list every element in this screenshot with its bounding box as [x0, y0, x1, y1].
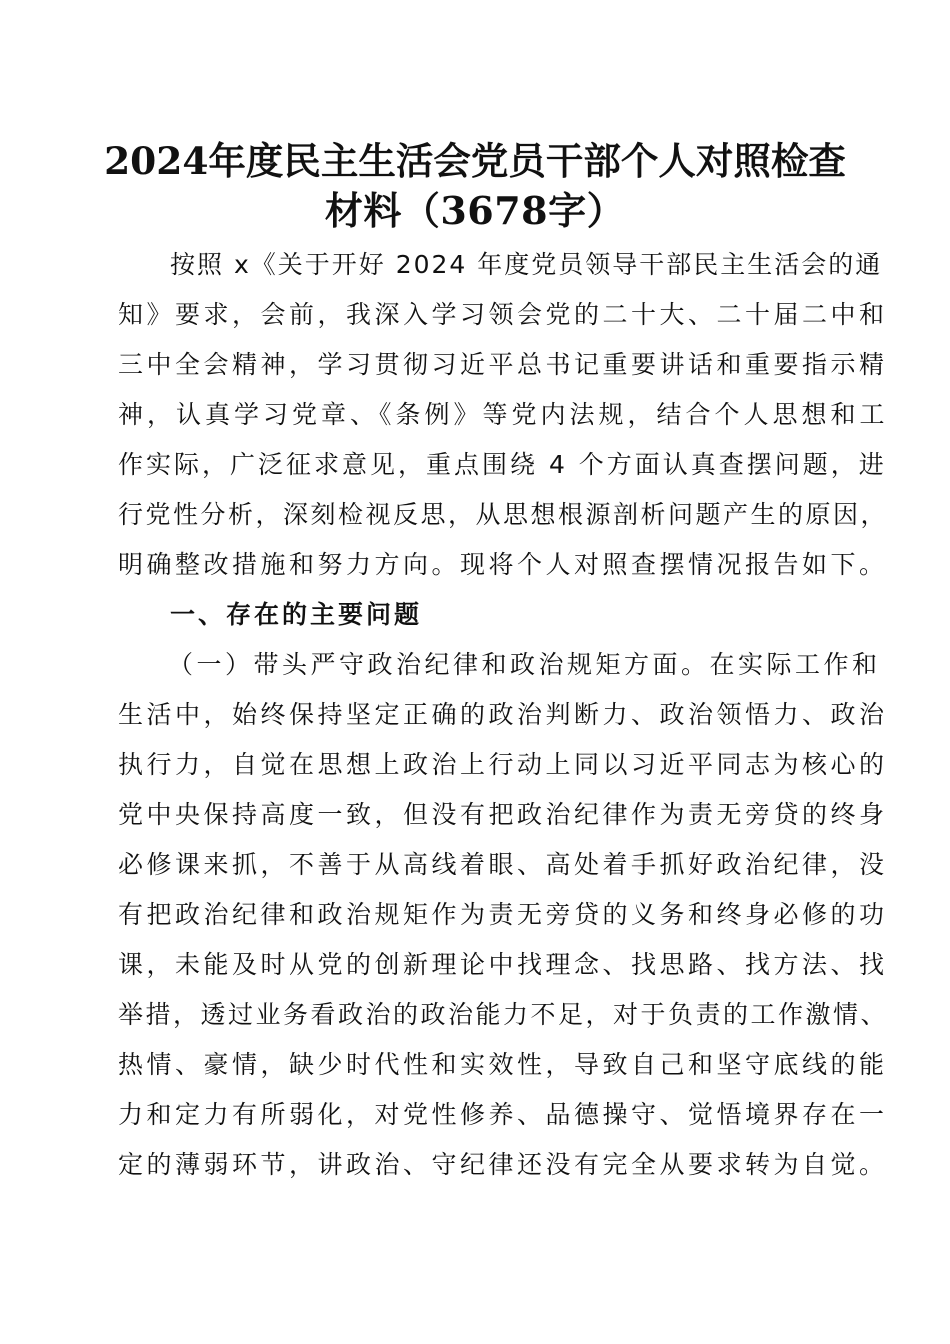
document-title-line-2: 材料（3678字） [324, 188, 626, 233]
paragraph-line: 热情、豪情，缺少时代性和实效性，导致自己和坚守底线的能 [118, 1050, 888, 1079]
paragraph-line: （一）带头严守政治纪律和政治规矩方面。在实际工作和 [168, 650, 881, 679]
intro-line: 按照 x《关于开好 2024 年度党员领导干部民主生活会的通 [170, 250, 883, 279]
paragraph-line: 执行力，自觉在思想上政治上行动上同以习近平同志为核心的 [118, 750, 888, 779]
paragraph-line: 举措，透过业务看政治的政治能力不足，对于负责的工作激情、 [118, 1000, 889, 1029]
intro-line: 三中全会精神，学习贯彻习近平总书记重要讲话和重要指示精 [118, 350, 888, 379]
document-title-line-1: 2024年度民主生活会党员干部个人对照检查 [104, 139, 846, 183]
intro-line: 作实际，广泛征求意见，重点围绕 4 个方面认真查摆问题，进 [118, 450, 887, 479]
paragraph-line: 有把政治纪律和政治规矩作为责无旁贷的义务和终身必修的功 [118, 900, 888, 929]
paragraph-line: 课，未能及时从党的创新理论中找理念、找思路、找方法、找 [118, 950, 888, 979]
paragraph-line: 必修课来抓，不善于从高线着眼、高处着手抓好政治纪律，没 [118, 850, 888, 879]
intro-line: 神，认真学习党章、《条例》等党内法规，结合个人思想和工 [118, 400, 889, 429]
paragraph-line: 生活中，始终保持坚定正确的政治判断力、政治领悟力、政治 [118, 700, 888, 729]
intro-line: 行党性分析，深刻检视反思，从思想根源剖析问题产生的原因， [118, 500, 889, 529]
intro-line: 知》要求，会前，我深入学习领会党的二十大、二十届二中和 [118, 300, 888, 329]
paragraph-line: 定的薄弱环节，讲政治、守纪律还没有完全从要求转为自觉。 [118, 1150, 888, 1179]
section-heading: 一、存在的主要问题 [170, 600, 423, 629]
paragraph-line: 力和定力有所弱化，对党性修养、品德操守、觉悟境界存在一 [118, 1100, 888, 1129]
intro-line: 明确整改措施和努力方向。现将个人对照查摆情况报告如下。 [118, 550, 888, 579]
paragraph-line: 党中央保持高度一致，但没有把政治纪律作为责无旁贷的终身 [118, 800, 888, 829]
